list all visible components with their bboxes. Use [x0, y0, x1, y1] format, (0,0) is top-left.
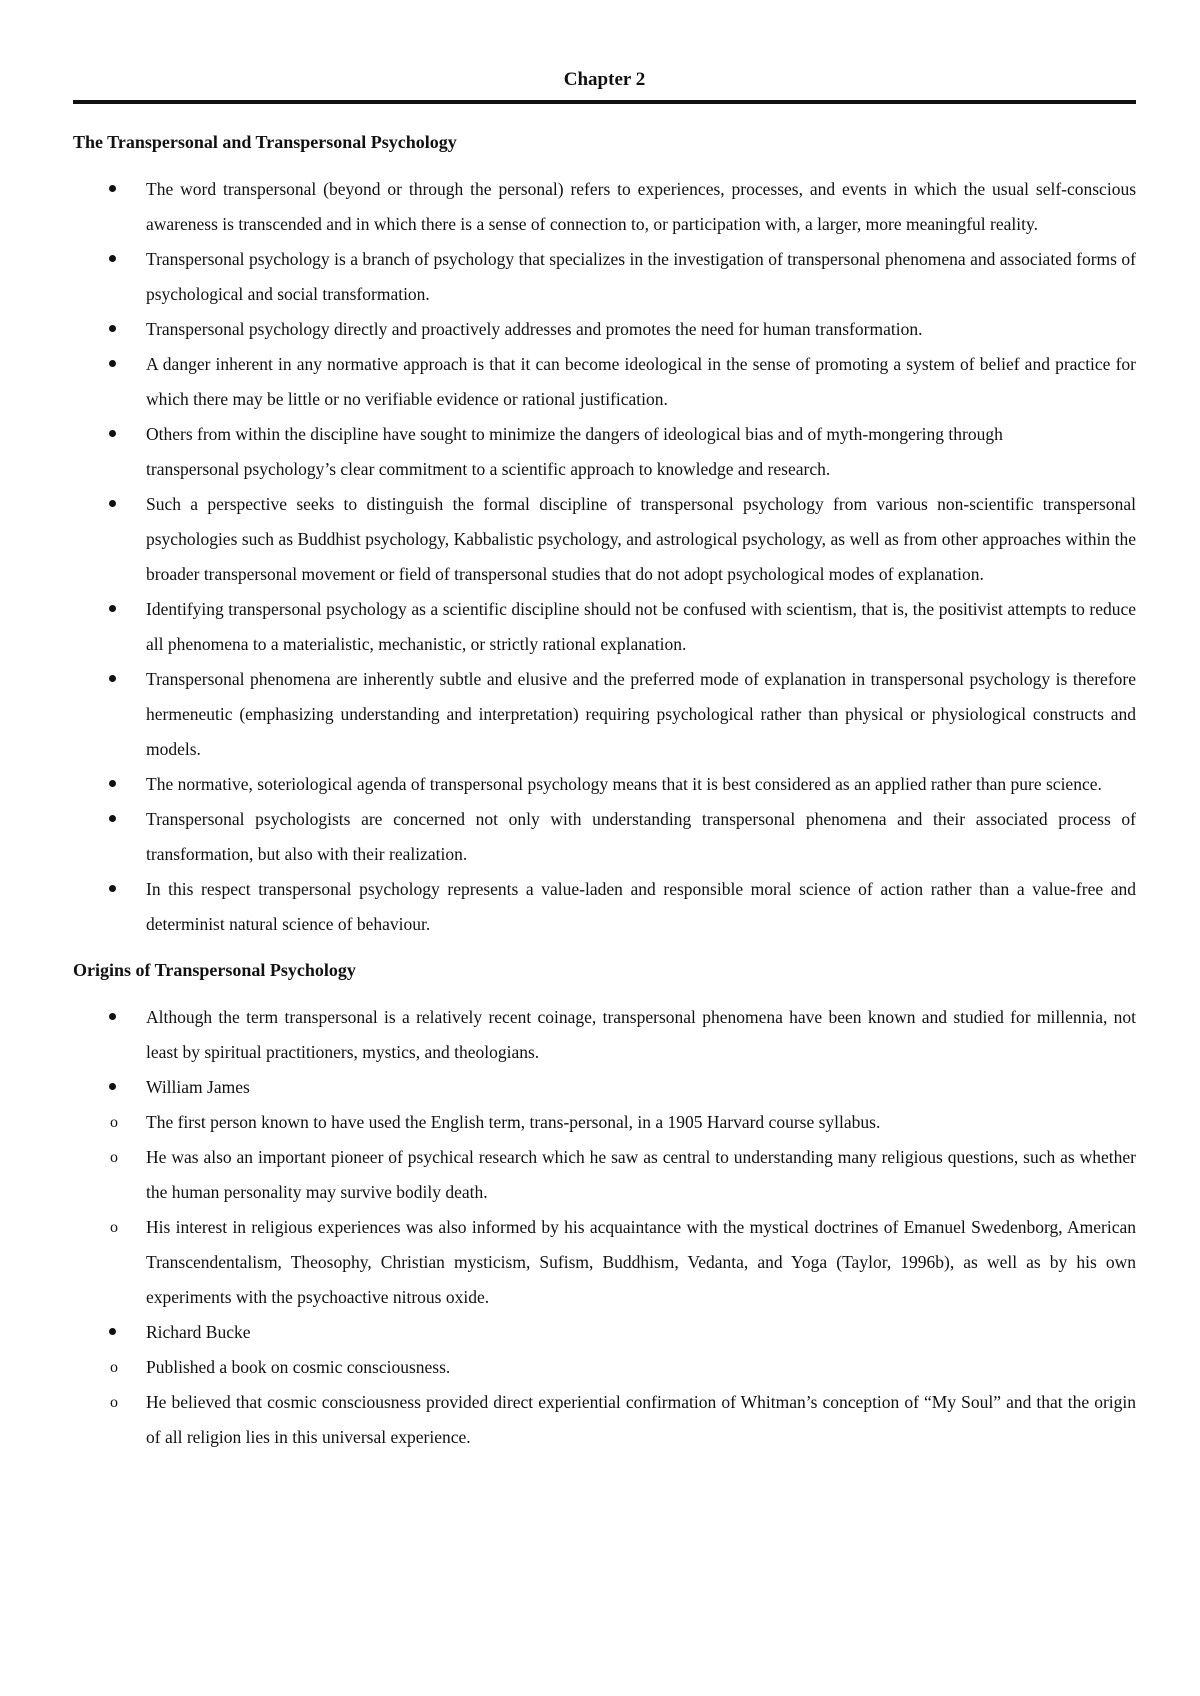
circle-bullet-icon: o	[110, 1394, 118, 1411]
list-item-text: Transpersonal psychology is a branch of psychology that specializes in the investigation of transpersonal phenomena and associated forms of psychological and social transformation.	[146, 249, 1136, 304]
bullet-icon	[109, 1328, 116, 1335]
list-item-richard-bucke	[73, 1315, 1136, 1350]
sub-list-item	[73, 1105, 1136, 1140]
bullet-icon	[109, 500, 116, 507]
list-item	[73, 662, 1136, 767]
list-item-text: Others from within the discipline have sought to minimize the dangers of ideological bias and of myth-mongering through	[146, 424, 1003, 444]
bullet-icon	[109, 815, 116, 822]
list-item	[73, 592, 1136, 662]
bullet-icon	[109, 1083, 116, 1090]
bullet-icon	[109, 675, 116, 682]
list-item	[73, 1000, 1136, 1070]
sub-list-item	[73, 1210, 1136, 1315]
bullet-icon	[109, 430, 116, 437]
sub-list-item-text: His interest in religious experiences was also informed by his acquaintance with the mystical doctrines of Emanuel Swedenborg, American Transcendentalism, Theosophy, Christian mysticism, Sufism, Buddhism, Vedanta, and Yoga (Taylor, 1996b), as well as by his own experiments with the psychoactive nitrous oxide.	[146, 1217, 1136, 1307]
bullet-icon	[109, 185, 116, 192]
list-item-text: Transpersonal phenomena are inherently subtle and elusive and the preferred mode of explanation in transpersonal psychology is therefore hermeneutic (emphasizing understanding and interpretation) requiring psychological rather than physical or physiological constructs and models.	[146, 669, 1136, 759]
list-item-text: William James	[146, 1077, 250, 1097]
bullet-icon	[109, 325, 116, 332]
list-item-text: Identifying transpersonal psychology as a scientific discipline should not be confused with scientism, that is, the positivist attempts to reduce all phenomena to a materialistic, mechanistic, or strictly rational explanation.	[146, 599, 1136, 654]
sub-list-item	[73, 1350, 1136, 1385]
bullet-icon	[109, 605, 116, 612]
list-item	[73, 347, 1136, 417]
bullet-list-origins	[73, 1000, 1136, 1105]
sub-list-item	[73, 1140, 1136, 1210]
bullet-icon	[109, 780, 116, 787]
sublist-richard-bucke	[73, 1350, 1136, 1455]
circle-bullet-icon: o	[110, 1359, 118, 1376]
list-item	[73, 312, 1136, 347]
sub-list-item	[73, 1385, 1136, 1455]
list-item-text: The normative, soteriological agenda of transpersonal psychology means that it is best considered as an applied rather than pure science.	[146, 774, 1102, 794]
list-item-text: Transpersonal psychology directly and proactively addresses and promotes the need for human transformation.	[146, 319, 923, 339]
bullet-list-transpersonal	[73, 172, 1136, 942]
circle-bullet-icon: o	[110, 1149, 118, 1166]
list-item	[73, 872, 1136, 942]
list-item-text: Such a perspective seeks to distinguish the formal discipline of transpersonal psychology from various non-scientific transpersonal psychologies such as Buddhist psychology, Kabbalistic psychology, and astrological psychology, as well as from other approaches within the broader transpersonal movement or field of transpersonal studies that do not adopt psychological modes of explanation.	[146, 494, 1136, 584]
list-item-text: Transpersonal psychologists are concerned not only with understanding transpersonal phenomena and their associated process of transformation, but also with their realization.	[146, 809, 1136, 864]
list-item	[73, 487, 1136, 592]
list-item	[73, 802, 1136, 872]
sublist-william-james	[73, 1105, 1136, 1315]
bullet-list-origins-continued	[73, 1315, 1136, 1350]
list-item-continuation: transpersonal psychology’s clear commitment to a scientific approach to knowledge and research.	[146, 459, 831, 479]
bullet-icon	[109, 360, 116, 367]
list-item	[73, 767, 1136, 802]
circle-bullet-icon: o	[110, 1114, 118, 1131]
sub-list-item-text: He was also an important pioneer of psychical research which he saw as central to understanding many religious questions, such as whether the human personality may survive bodily death.	[146, 1147, 1136, 1202]
document-page	[73, 68, 1136, 1455]
list-item-william-james	[73, 1070, 1136, 1105]
list-item-text: In this respect transpersonal psychology represents a value-laden and responsible moral science of action rather than a value-free and determinist natural science of behaviour.	[146, 879, 1136, 934]
bullet-icon	[109, 1013, 116, 1020]
list-item	[73, 172, 1136, 242]
section-heading-transpersonal: The Transpersonal and Transpersonal Psychology	[73, 132, 457, 152]
sub-list-item-text: The first person known to have used the English term, trans-personal, in a 1905 Harvard course syllabus.	[146, 1112, 881, 1132]
section-heading-origins: Origins of Transpersonal Psychology	[73, 960, 356, 980]
bullet-icon	[109, 255, 116, 262]
sub-list-item-text: He believed that cosmic consciousness provided direct experiential confirmation of Whitman’s conception of “My Soul” and that the origin of all religion lies in this universal experience.	[146, 1392, 1136, 1447]
sub-list-item-text: Published a book on cosmic consciousness.	[146, 1357, 451, 1377]
bullet-icon	[109, 885, 116, 892]
list-item	[73, 242, 1136, 312]
list-item-text: A danger inherent in any normative approach is that it can become ideological in the sense of promoting a system of belief and practice for which there may be little or no verifiable evidence or rational justification.	[146, 354, 1136, 409]
list-item-text: Although the term transpersonal is a relatively recent coinage, transpersonal phenomena have been known and studied for millennia, not least by spiritual practitioners, mystics, and theologians.	[146, 1007, 1136, 1062]
list-item	[73, 417, 1136, 487]
chapter-title: Chapter 2	[73, 68, 1136, 104]
list-item-text: Richard Bucke	[146, 1322, 251, 1342]
list-item-text: The word transpersonal (beyond or through the personal) refers to experiences, processes, and events in which the usual self-conscious awareness is transcended and in which there is a sense of connection to, or participation with, a larger, more meaningful reality.	[146, 179, 1136, 234]
circle-bullet-icon: o	[110, 1219, 118, 1236]
